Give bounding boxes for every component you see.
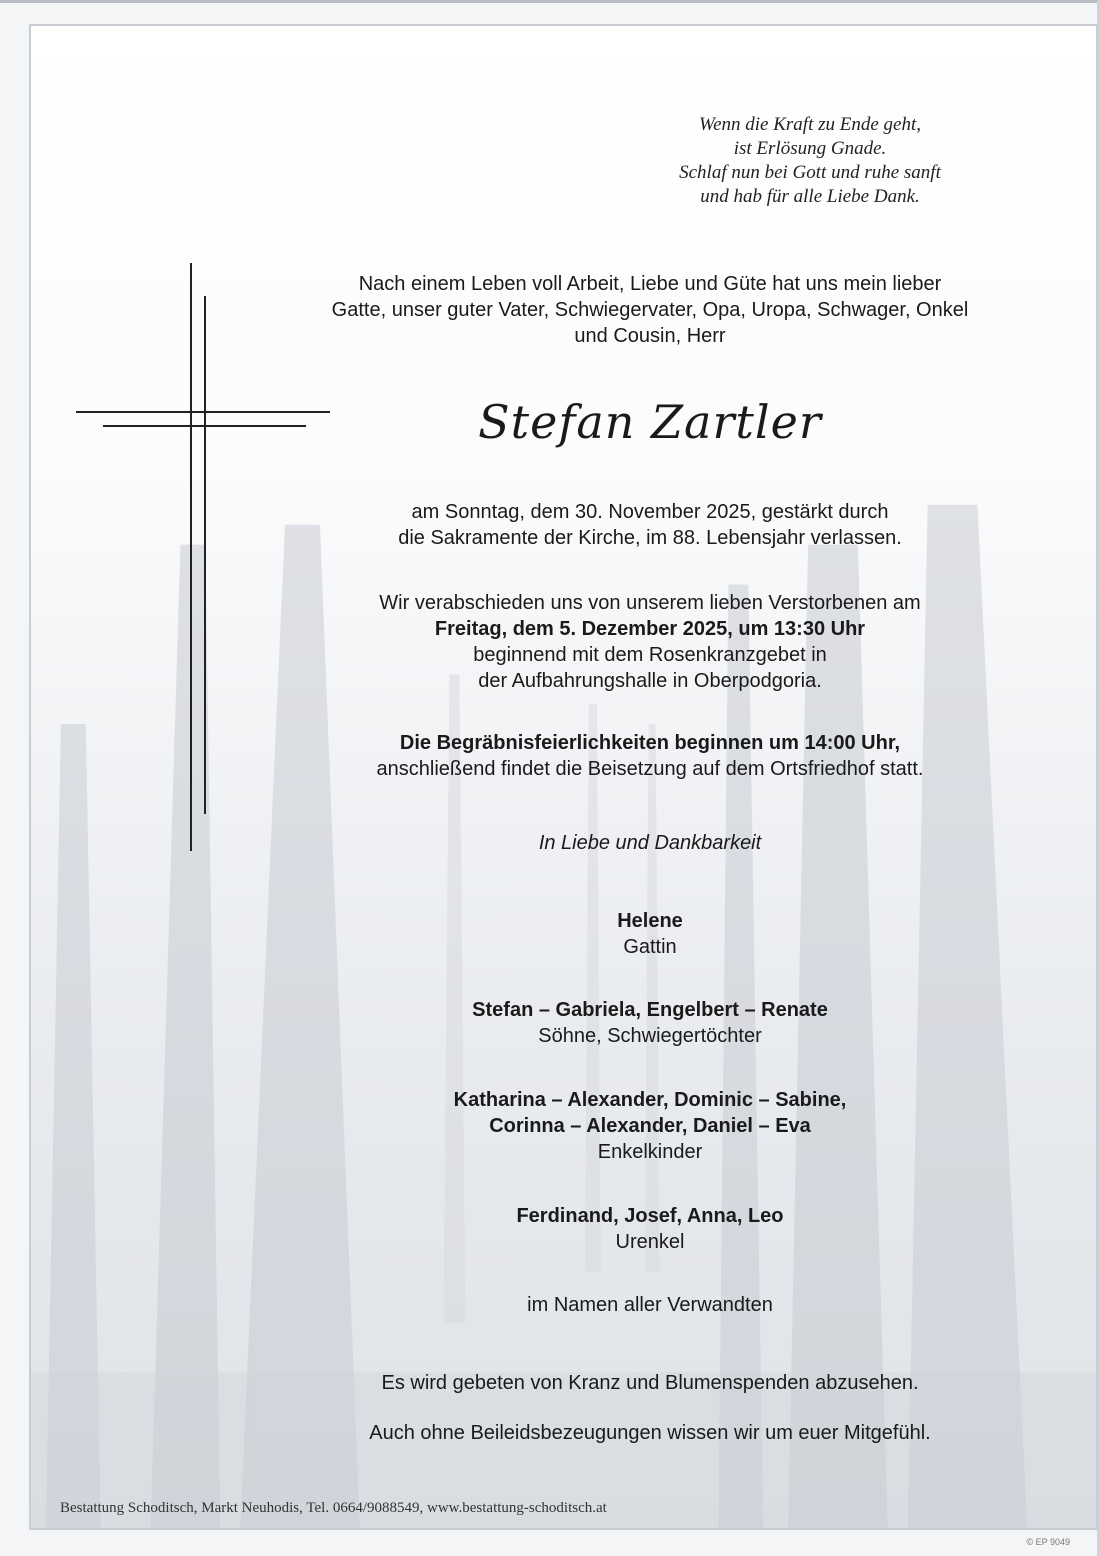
death-line: die Sakramente der Kirche, im 88. Lebensjahr verlassen. [398, 527, 902, 549]
family-group-great-grandchildren [200, 1203, 1100, 1255]
farewell-line: beginnend mit dem Rosenkranzgebet in [473, 644, 827, 666]
wreath-note: Es wird gebeten von Kranz und Blumenspenden abzusehen. [381, 1372, 919, 1394]
funeral-home-footer: Bestattung Schoditsch, Markt Neuhodis, Tel. 0664/9088549, www.bestattung-schoditsch.at [60, 1500, 607, 1516]
family-group-spouse [200, 908, 1100, 960]
family-role: Enkelkinder [597, 1141, 703, 1163]
family-names: Stefan – Gabriela, Engelbert – Renate [472, 999, 828, 1021]
family-group-sons [200, 997, 1100, 1049]
farewell-line: Wir verabschieden uns von unserem lieben Verstorbenen am [379, 592, 921, 614]
memorial-verse [640, 113, 980, 209]
thanks-line: In Liebe und Dankbarkeit [538, 832, 762, 854]
cross-horizontal-inner [103, 425, 306, 427]
family-names: Katharina – Alexander, Dominic – Sabine, [453, 1089, 847, 1111]
intro-line: und Cousin, Herr [574, 325, 726, 347]
template-code: © EP 9049 [1026, 1537, 1070, 1547]
burial-line: anschließend findet die Beisetzung auf dem Ortsfriedhof statt. [376, 758, 924, 780]
deceased-name: Stefan Zartler [478, 395, 822, 449]
family-names: Ferdinand, Josef, Anna, Leo [516, 1205, 784, 1227]
family-role: Urenkel [615, 1231, 685, 1253]
relatives-line: im Namen aller Verwandten [527, 1294, 773, 1316]
cross-horizontal-outer [76, 411, 330, 413]
family-names: Corinna – Alexander, Daniel – Eva [489, 1115, 811, 1137]
burial-details [200, 730, 1100, 782]
family-role: Gattin [623, 936, 677, 958]
death-line: am Sonntag, dem 30. November 2025, gestärkt durch [411, 501, 889, 523]
farewell-details [200, 590, 1100, 694]
verse-line: Schlaf nun bei Gott und ruhe sanft [679, 162, 941, 183]
farewell-date: Freitag, dem 5. Dezember 2025, um 13:30 Uhr [434, 618, 866, 640]
intro-text [200, 271, 1100, 349]
family-group-grandchildren [200, 1087, 1100, 1165]
family-role: Söhne, Schwiegertöchter [538, 1025, 762, 1047]
farewell-line: der Aufbahrungshalle in Oberpodgoria. [478, 670, 822, 692]
burial-time: Die Begräbnisfeierlichkeiten beginnen um 14:00 Uhr, [399, 732, 901, 754]
condolence-note: Auch ohne Beileidsbezeugungen wissen wir um euer Mitgefühl. [369, 1422, 931, 1444]
death-details [200, 499, 1100, 551]
verse-line: und hab für alle Liebe Dank. [700, 186, 920, 207]
verse-line: Wenn die Kraft zu Ende geht, [699, 114, 921, 135]
cross-vertical-outer [190, 263, 192, 851]
intro-line: Nach einem Leben voll Arbeit, Liebe und Güte hat uns mein lieber [358, 273, 942, 295]
family-names: Helene [617, 910, 683, 932]
top-border [0, 0, 1100, 3]
verse-line: ist Erlösung Gnade. [733, 138, 887, 159]
intro-line: Gatte, unser guter Vater, Schwiegervater, Opa, Uropa, Schwager, Onkel [331, 299, 969, 321]
